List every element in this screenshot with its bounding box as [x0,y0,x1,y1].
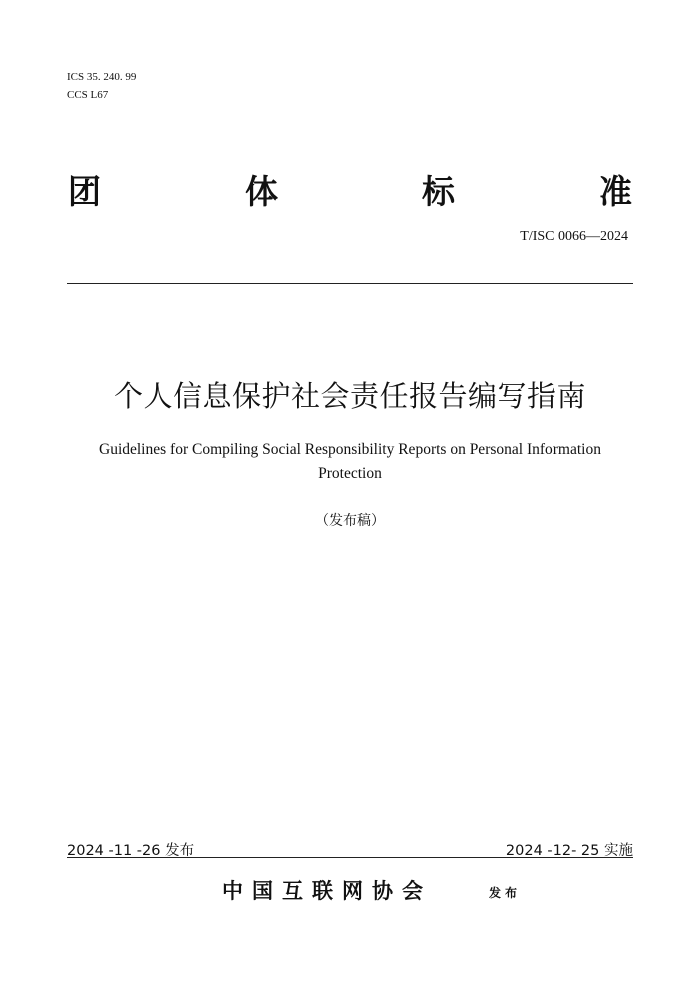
publisher-name: 中国互联网协会 [222,879,432,903]
publish-label: 发布 [489,886,522,900]
ccs-code: CCS L67 [67,89,109,101]
bottom-divider [67,857,633,858]
standard-number: T/ISC 0066—2024 [520,229,628,244]
ics-code: ICS 35. 240. 99 [67,71,137,83]
standard-kind-char: 体 [245,172,278,211]
top-divider [67,283,633,284]
standard-kind-char: 标 [422,172,455,211]
publish-date: 2024 -11 -26 发布 [67,843,195,859]
title-english: Guidelines for Compiling Social Responsibility Reports on Personal Information Protection [99,441,601,482]
standard-kind-heading [68,170,632,214]
standard-kind-char: 团 [68,172,101,211]
draft-status: （发布稿） [315,513,385,529]
standard-kind-char: 准 [599,172,632,211]
classification-codes [67,68,136,104]
implement-date: 2024 -12- 25 实施 [505,843,633,859]
title-chinese: 个人信息保护社会责任报告编写指南 [113,379,586,413]
